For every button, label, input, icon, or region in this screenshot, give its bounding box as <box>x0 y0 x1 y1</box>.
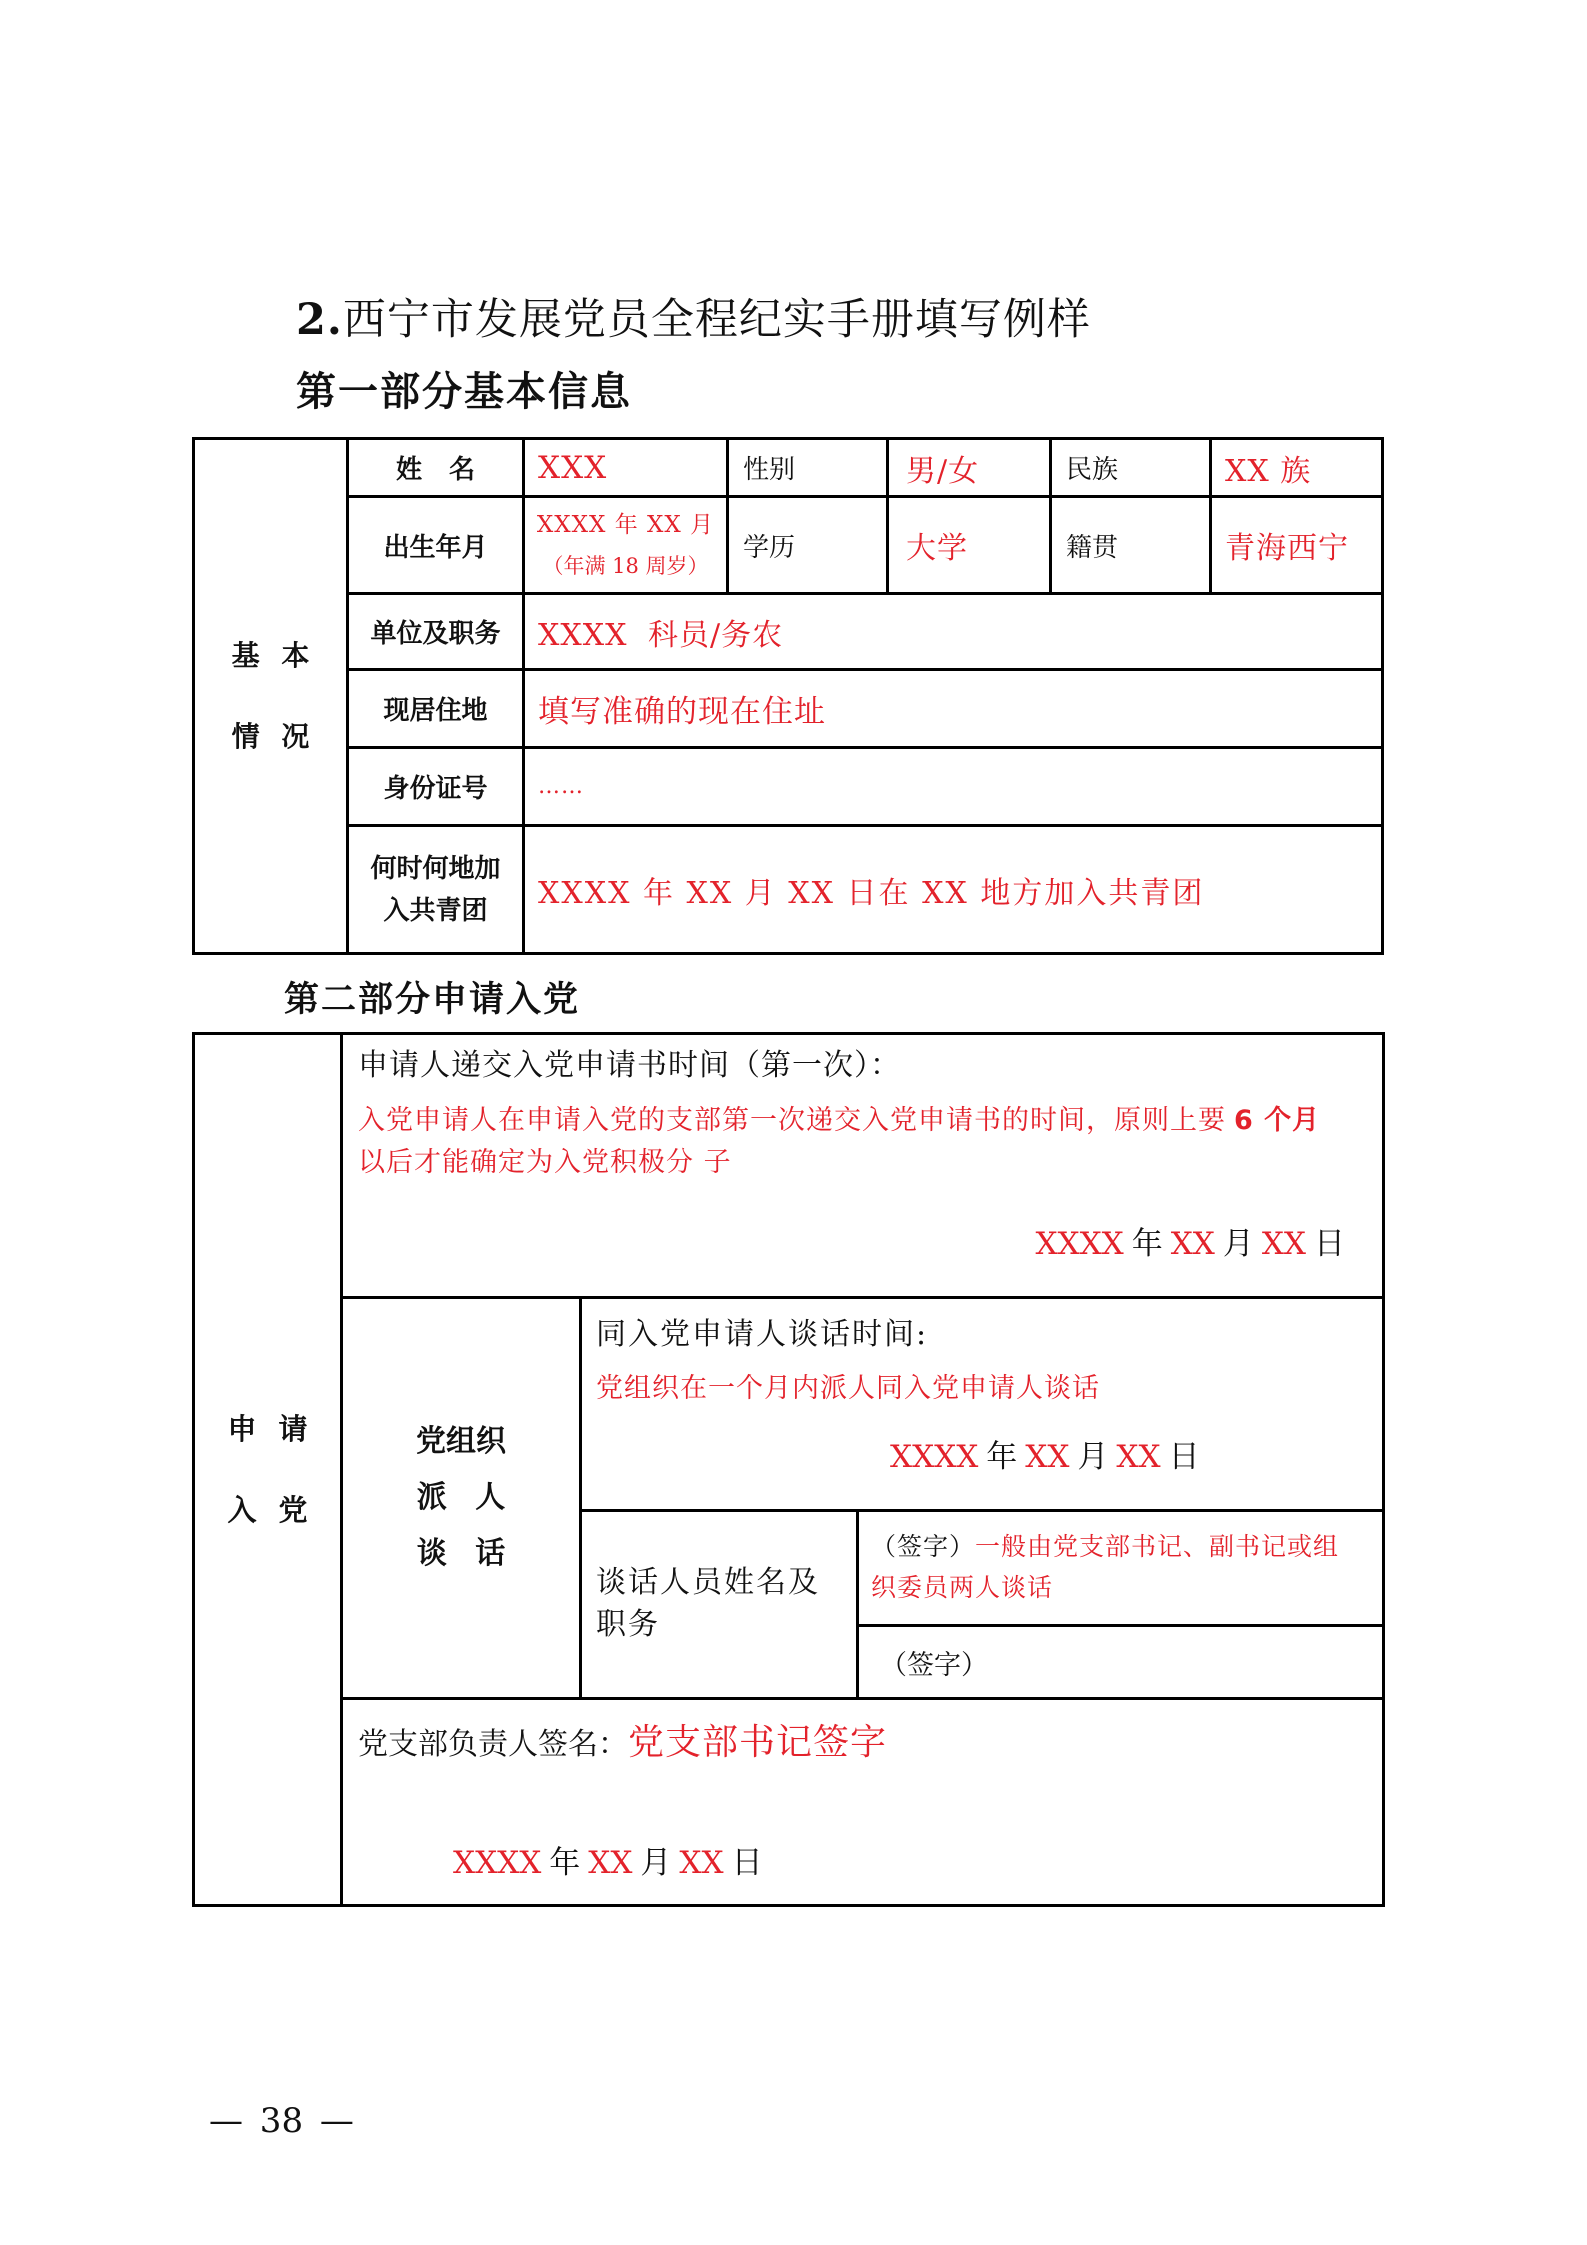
employer-position-label: 单位及职务 <box>346 592 525 671</box>
basic-info-section-label <box>192 437 349 955</box>
interviewer-label-line: 谈话人员姓名及 <box>596 1565 820 1600</box>
date-day-unit: 日 <box>1168 1439 1200 1475</box>
talk-section-label <box>340 1296 582 1700</box>
education-label: 学历 <box>726 495 889 595</box>
name-label: 姓 名 <box>346 437 525 498</box>
date-month-unit: 月 <box>1222 1226 1254 1262</box>
league-join-value: XXXX 年 XX 月 XX 日在 XX 地方加入共青团 <box>522 824 1384 955</box>
date-year: XXXX <box>453 1845 542 1881</box>
education-value: 大学 <box>886 495 1052 595</box>
date-day-unit: 日 <box>731 1845 763 1881</box>
submission-date <box>1035 1224 1345 1269</box>
page-number: — 38 — <box>209 2101 354 2141</box>
date-year-unit: 年 <box>1131 1226 1163 1262</box>
id-number-value: …… <box>522 746 1384 827</box>
talk-time-label: 同入党申请人谈话时间: <box>596 1317 929 1352</box>
signature-note-line-1 <box>871 1526 1339 1567</box>
birth-note: （年满 18 周岁） <box>542 553 709 578</box>
section-heading-basic-info: 第一部分基本信息 <box>296 368 632 415</box>
branch-leader-value: 党支部书记签字 <box>628 1722 888 1763</box>
talk-date <box>890 1437 1200 1482</box>
talk-time-note: 党组织在一个月内派人同入党申请人谈话 <box>596 1373 1100 1404</box>
date-month: XX <box>1025 1439 1070 1475</box>
section-label-line: 情 况 <box>231 720 310 753</box>
submission-label: 申请人递交入党申请书时间（第一次）： <box>358 1048 901 1083</box>
date-day-unit: 日 <box>1314 1226 1345 1262</box>
interviewer-signature-1 <box>871 1526 1339 1608</box>
signature-placeholder: （签字） <box>880 1649 988 1681</box>
date-year: XXXX <box>890 1439 979 1475</box>
date-day: XX <box>1116 1439 1161 1475</box>
date-month: XX <box>588 1845 633 1881</box>
birth-value: XXXX 年 XX 月 <box>536 511 715 538</box>
birth-value-cell <box>522 495 729 595</box>
employer-position-value: XXXX 科员/务农 <box>522 592 1384 671</box>
submission-note-text: 入党申请人在申请入党的支部第一次递交入党申请书的时间，原则上要 <box>358 1105 1226 1136</box>
talk-label-line: 党组织 <box>416 1424 506 1459</box>
residence-label: 现居住地 <box>346 668 525 749</box>
section-heading-application: 第二部分申请入党 <box>284 979 581 1020</box>
branch-leader-label: 党支部负责人签名： <box>358 1727 628 1762</box>
league-join-label-line: 何时何地加 <box>370 853 501 884</box>
title-text: 西宁市发展党员全程纪实手册填写例样 <box>342 295 1091 345</box>
talk-time-cell <box>579 1296 1385 1512</box>
signature-placeholder: （签字） <box>871 1532 976 1561</box>
document-title <box>296 294 1091 346</box>
gender-label: 性别 <box>726 437 889 498</box>
interviewer-signature-1-cell <box>856 1509 1385 1627</box>
talk-label-line: 派 人 <box>416 1480 506 1515</box>
signature-note-line-2: 织委员两人谈话 <box>871 1573 1054 1602</box>
title-number: 2. <box>296 295 343 345</box>
ethnicity-value: XX 族 <box>1209 437 1384 498</box>
date-month: XX <box>1170 1226 1215 1262</box>
signature-note: 一般由党支部书记、副书记或组 <box>975 1532 1340 1561</box>
id-number-label: 身份证号 <box>346 746 525 827</box>
ethnicity-label: 民族 <box>1049 437 1212 498</box>
section-label-line: 基 本 <box>231 639 310 672</box>
date-day: XX <box>1261 1226 1306 1262</box>
date-day: XX <box>679 1845 724 1881</box>
interviewer-label-line: 职务 <box>596 1607 660 1642</box>
interviewer-label-cell <box>579 1509 859 1700</box>
date-year-unit: 年 <box>986 1439 1018 1475</box>
date-month-unit: 月 <box>1077 1439 1109 1475</box>
gender-value: 男/女 <box>886 437 1052 498</box>
branch-leader-signature <box>358 1720 887 1772</box>
submission-cell <box>340 1032 1385 1299</box>
branch-leader-cell <box>340 1697 1385 1907</box>
league-join-label <box>346 824 525 955</box>
application-section-label <box>192 1032 343 1907</box>
section-label-line: 入 党 <box>227 1492 308 1527</box>
section-label-line: 申 请 <box>227 1411 308 1446</box>
date-month-unit: 月 <box>640 1845 672 1881</box>
submission-note-line-1 <box>358 1100 1320 1142</box>
residence-value: 填写准确的现在住址 <box>522 668 1384 749</box>
submission-note-line-2: 以后才能确定为入党积极分 子 <box>358 1147 732 1178</box>
submission-note-emphasis: 6 个月 <box>1234 1105 1321 1136</box>
league-join-label-line: 入共青团 <box>383 895 488 926</box>
date-year: XXXX <box>1035 1226 1124 1262</box>
name-value: XXX <box>522 437 729 498</box>
interviewer-label <box>596 1562 820 1646</box>
talk-label-line: 谈 话 <box>416 1536 506 1571</box>
date-year-unit: 年 <box>549 1845 581 1881</box>
interviewer-signature-2-cell <box>856 1624 1385 1700</box>
native-place-label: 籍贯 <box>1049 495 1212 595</box>
birth-label: 出生年月 <box>346 495 525 595</box>
native-place-value: 青海西宁 <box>1209 495 1384 595</box>
branch-leader-date <box>453 1843 763 1888</box>
